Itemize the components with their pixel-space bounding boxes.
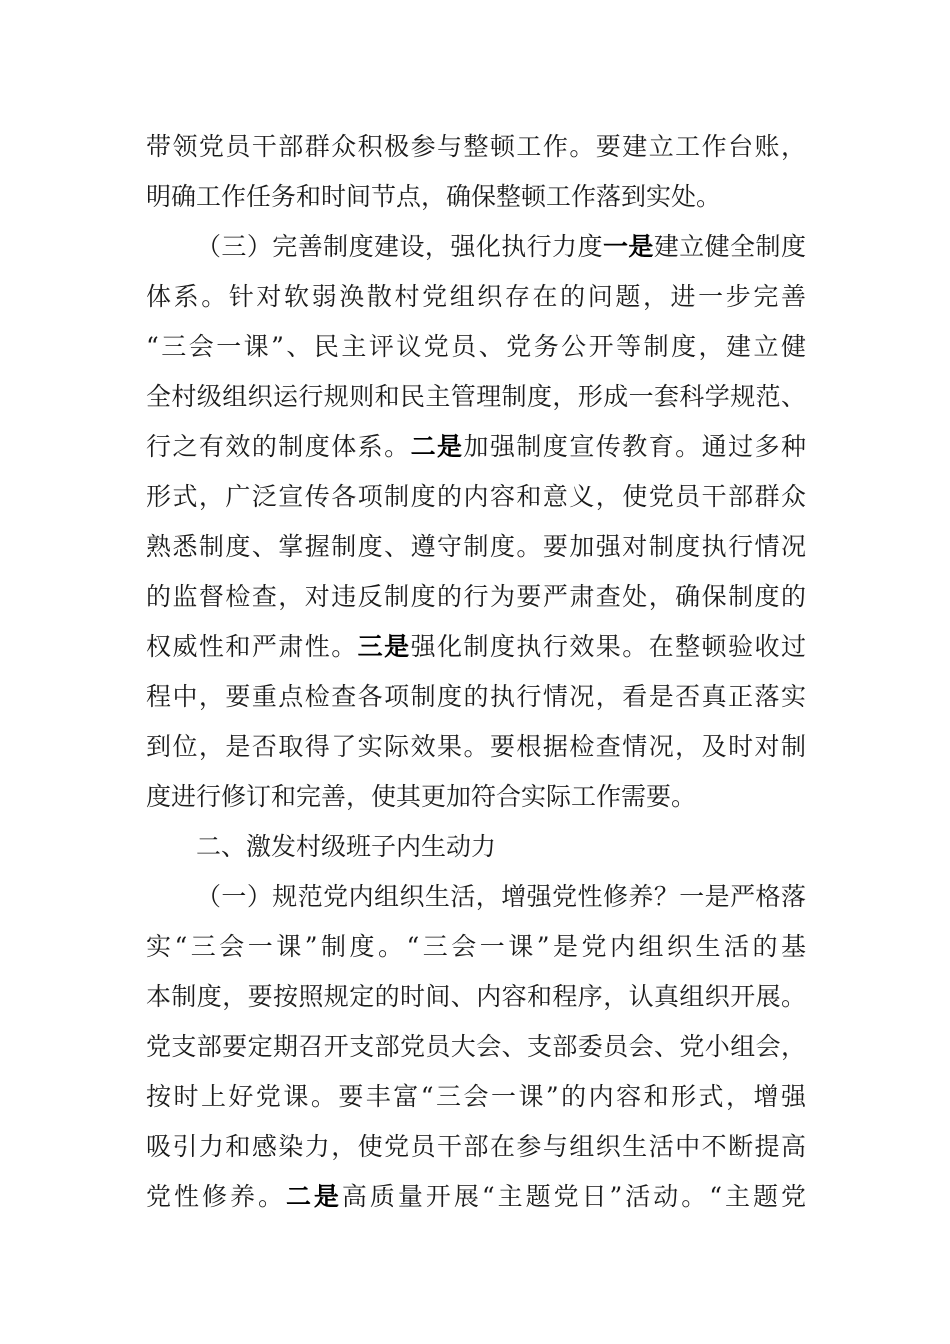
text-line-20: 按时上好党课。要丰富“三会一课”的内容和形式，增强 bbox=[146, 1082, 806, 1111]
text-line-11 bbox=[146, 622, 806, 672]
bold-marker-two: 二是 bbox=[285, 1182, 342, 1211]
text-line-22 bbox=[146, 1172, 806, 1222]
text-line-1: 带领党员干部群众积极参与整顿工作。要建立工作台账， bbox=[146, 132, 806, 161]
line-continuation: 加强制度宣传教育。通过多种 bbox=[463, 432, 806, 461]
text-line-6: 全村级组织运行规则和民主管理制度，形成一套科学规范、 bbox=[146, 382, 806, 411]
text-line-7 bbox=[146, 422, 806, 472]
text-line-9: 熟悉制度、掌握制度、遵守制度。要加强对制度执行情况 bbox=[146, 532, 806, 561]
section-heading-1: （一）规范党内组织生活，增强党性修养？一是严格落 bbox=[196, 882, 806, 911]
line-continuation: 高质量开展“主题党日”活动。“主题党 bbox=[341, 1182, 806, 1211]
line-start: 党性修养。 bbox=[146, 1182, 286, 1211]
bold-marker-two: 二是 bbox=[410, 432, 464, 461]
text-line-5: “三会一课”、民主评议党员、党务公开等制度，建立健 bbox=[146, 332, 806, 361]
heading-text: （三）完善制度建设，强化执行力度 bbox=[196, 232, 603, 261]
chapter-heading-2: 二、激发村级班子内生动力 bbox=[196, 832, 497, 861]
line-start: 行之有效的制度体系。 bbox=[146, 432, 411, 461]
text-line-13: 到位，是否取得了实际效果。要根据检查情况，及时对制 bbox=[146, 732, 806, 761]
text-line-12: 程中，要重点检查各项制度的执行情况，看是否真正落实 bbox=[146, 682, 806, 711]
text-line-8: 形式，广泛宣传各项制度的内容和意义，使党员干部群众 bbox=[146, 482, 806, 511]
line-continuation: 强化制度执行效果。在整顿验收过 bbox=[410, 632, 806, 661]
text-line-2: 明确工作任务和时间节点，确保整顿工作落到实处。 bbox=[146, 182, 722, 211]
bold-marker-one: 一是 bbox=[602, 232, 654, 261]
line-continuation: 建立健全制度 bbox=[653, 232, 806, 261]
text-line-19: 党支部要定期召开支部党员大会、支部委员会、党小组会， bbox=[146, 1032, 806, 1061]
text-line-10: 的监督检查，对违反制度的行为要严肃查处，确保制度的 bbox=[146, 582, 806, 611]
text-line-21: 吸引力和感染力，使党员干部在参与组织生活中不断提高 bbox=[146, 1132, 806, 1161]
line-start: 权威性和严肃性。 bbox=[146, 632, 358, 661]
text-line-17: 实“三会一课”制度。“三会一课”是党内组织生活的基 bbox=[146, 932, 806, 961]
text-line-14: 度进行修订和完善，使其更加符合实际工作需要。 bbox=[146, 782, 697, 811]
text-line-4: 体系。针对软弱涣散村党组织存在的问题，进一步完善 bbox=[146, 282, 806, 311]
bold-marker-three: 三是 bbox=[357, 632, 411, 661]
text-line-18: 本制度，要按照规定的时间、内容和程序，认真组织开展。 bbox=[146, 982, 806, 1011]
section-heading-3 bbox=[196, 222, 806, 272]
